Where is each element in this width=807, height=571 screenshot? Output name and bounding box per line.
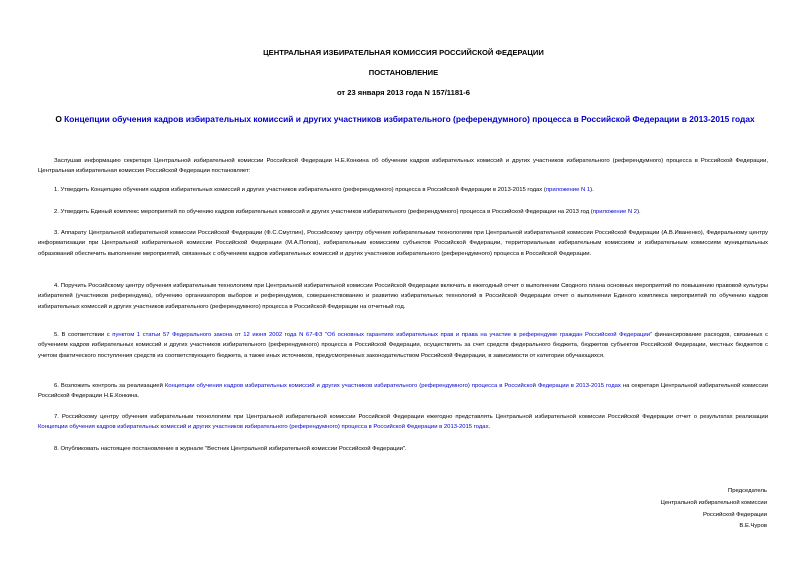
intro-text: Заслушав информацию секретаря Центральной избирательной комиссии Российской Федерации Н.Е.Конкина об обучении кадров избирательных комиссий и других участников избирательного (референдумного) процесса в Российской Федерации, Центральная избирательная комиссия Российской Федерации постановляет: — [38, 158, 768, 175]
paragraph-3 — [38, 228, 768, 259]
federal-law-link[interactable]: пунктом 1 статьи 57 Федерального закона от 12 июня 2002 года N 67-ФЗ "Об основных гарантиях избирательных прав и права на участие в референдуме граждан Российской Федерации" — [112, 332, 653, 338]
p2-text: 2. Утвердить Единый комплекс мероприятий по обучению кадров избирательных комиссий и других участников избирательного (референдумного) процесса в Российской Федерации на 2013 год ( — [54, 209, 593, 215]
p6-text: 6. Возложить контроль за реализацией — [54, 383, 165, 389]
p7-end: . — [488, 424, 491, 431]
signature-country: Российской Федерации — [702, 511, 767, 518]
appendix-2-link[interactable]: приложение N 2 — [592, 209, 638, 215]
date-number-heading: от 23 января 2013 года N 157/1181-6 — [336, 88, 471, 97]
p1-end: ). — [590, 187, 594, 193]
signature-name: В.Е.Чуров — [739, 523, 767, 530]
appendix-1-link[interactable]: приложение N 1 — [545, 187, 591, 193]
p2-end: ). — [637, 209, 641, 215]
signature-org: Центральной избирательной комиссии — [660, 499, 767, 506]
p7-text: 7. Российскому центру обучения избирательным технологиям при Центральной избирательной комиссии Российской Федерации ежегодно представлять Центральной избирательной комиссии Российской Федерации отчет о результатах реализации — [54, 414, 768, 420]
p5-text: 5. В соответствии с — [54, 332, 113, 338]
paragraph-2 — [38, 207, 768, 217]
p5-end: финансирование расходов, связанных с обучением кадров избирательных комиссий и других участников избирательного (референдумного) процесса в Российской Федерации, осуществлять за счет средств федерального бюджета, бюджетов субъектов Российской Федерации, местных бюджетов с учетом фактического поступления средств из соответствующего бюджета, а также иных источников, предусмотренных законодательством Российской Федерации, в зависимости от категории обучающихся. — [38, 332, 768, 359]
p6-end: на секретаря Центральной избирательной комиссии Российской Федерации Н.Е.Конкина. — [38, 383, 768, 400]
title-prefix: О — [55, 114, 65, 124]
intro-paragraph — [38, 156, 768, 177]
title-link[interactable]: Концепции обучения кадров избирательных комиссий и других участников избирательного (референдумного) процесса в Российской Федерации в 2013-2015 годах — [64, 114, 755, 124]
paragraph-7 — [38, 412, 768, 433]
concept-link-2[interactable]: Концепции обучения кадров избирательных комиссий и других участников избирательного (референдумного) процесса в Российской Федерации в 2013-2015 годах — [38, 424, 489, 431]
signature-title: Председатель — [728, 488, 767, 494]
paragraph-4 — [38, 281, 768, 312]
concept-link-1[interactable]: Концепции обучения кадров избирательных комиссий и других участников избирательного (референдумного) процесса в Российской Федерации в 2013-2015 годах — [164, 383, 621, 389]
p8-text: 8. Опубликовать настоящее постановление в журнале "Вестник Центральной избирательной комиссии Российской Федерации". — [54, 446, 407, 452]
paragraph-6 — [38, 381, 768, 402]
paragraph-1 — [38, 185, 768, 195]
signature-block — [567, 486, 767, 533]
document-title — [55, 114, 755, 125]
p4-text: 4. Поручить Российскому центру обучения избирательным технологиям при Центральной избирательной комиссии Российской Федерации включать в ежегодный отчет о выполнении Сводного плана основных мероприятий по повышению правовой культуры избирателей (участников референдума), обучению организаторов выборов и референдумов, совершенствованию и развитию избирательных технологий в Российской Федерации отчет о выполнении Единого комплекса мероприятий по обучению кадров избирательных комиссий и других участников избирательного (референдумного) процесса в Российской Федерации на отчетный год. — [38, 283, 768, 310]
p3-text: 3. Аппарату Центральной избирательной комиссии Российской Федерации (Ф.С.Смуглин), Российскому центру обучения избирательным технологиям при Центральной избирательной комиссии Российской Федерации (А.В.Иваненко), Федеральному центру информатизации при Центральной избирательной комиссии Российской Федерации (М.А.Попов), избирательным комиссиям субъектов Российской Федерации, территориальным избирательным комиссиям и избирательным комиссиям муниципальных образований обеспечить выполнение мероприятий, связанных с обучением кадров избирательных комиссий и других участников избирательного (референдумного) процесса в Российской Федерации. — [38, 230, 768, 257]
p1-text: 1. Утвердить Концепцию обучения кадров избирательных комиссий и других участников избирательного (референдумного) процесса в Российской Федерации в 2013-2015 годах ( — [54, 187, 546, 193]
paragraph-8 — [38, 444, 768, 454]
doc-type-heading: ПОСТАНОВЛЕНИЕ — [368, 68, 439, 77]
org-heading: ЦЕНТРАЛЬНАЯ ИЗБИРАТЕЛЬНАЯ КОМИССИЯ РОССИЙСКОЙ ФЕДЕРАЦИИ — [263, 48, 544, 57]
paragraph-5 — [38, 330, 768, 361]
